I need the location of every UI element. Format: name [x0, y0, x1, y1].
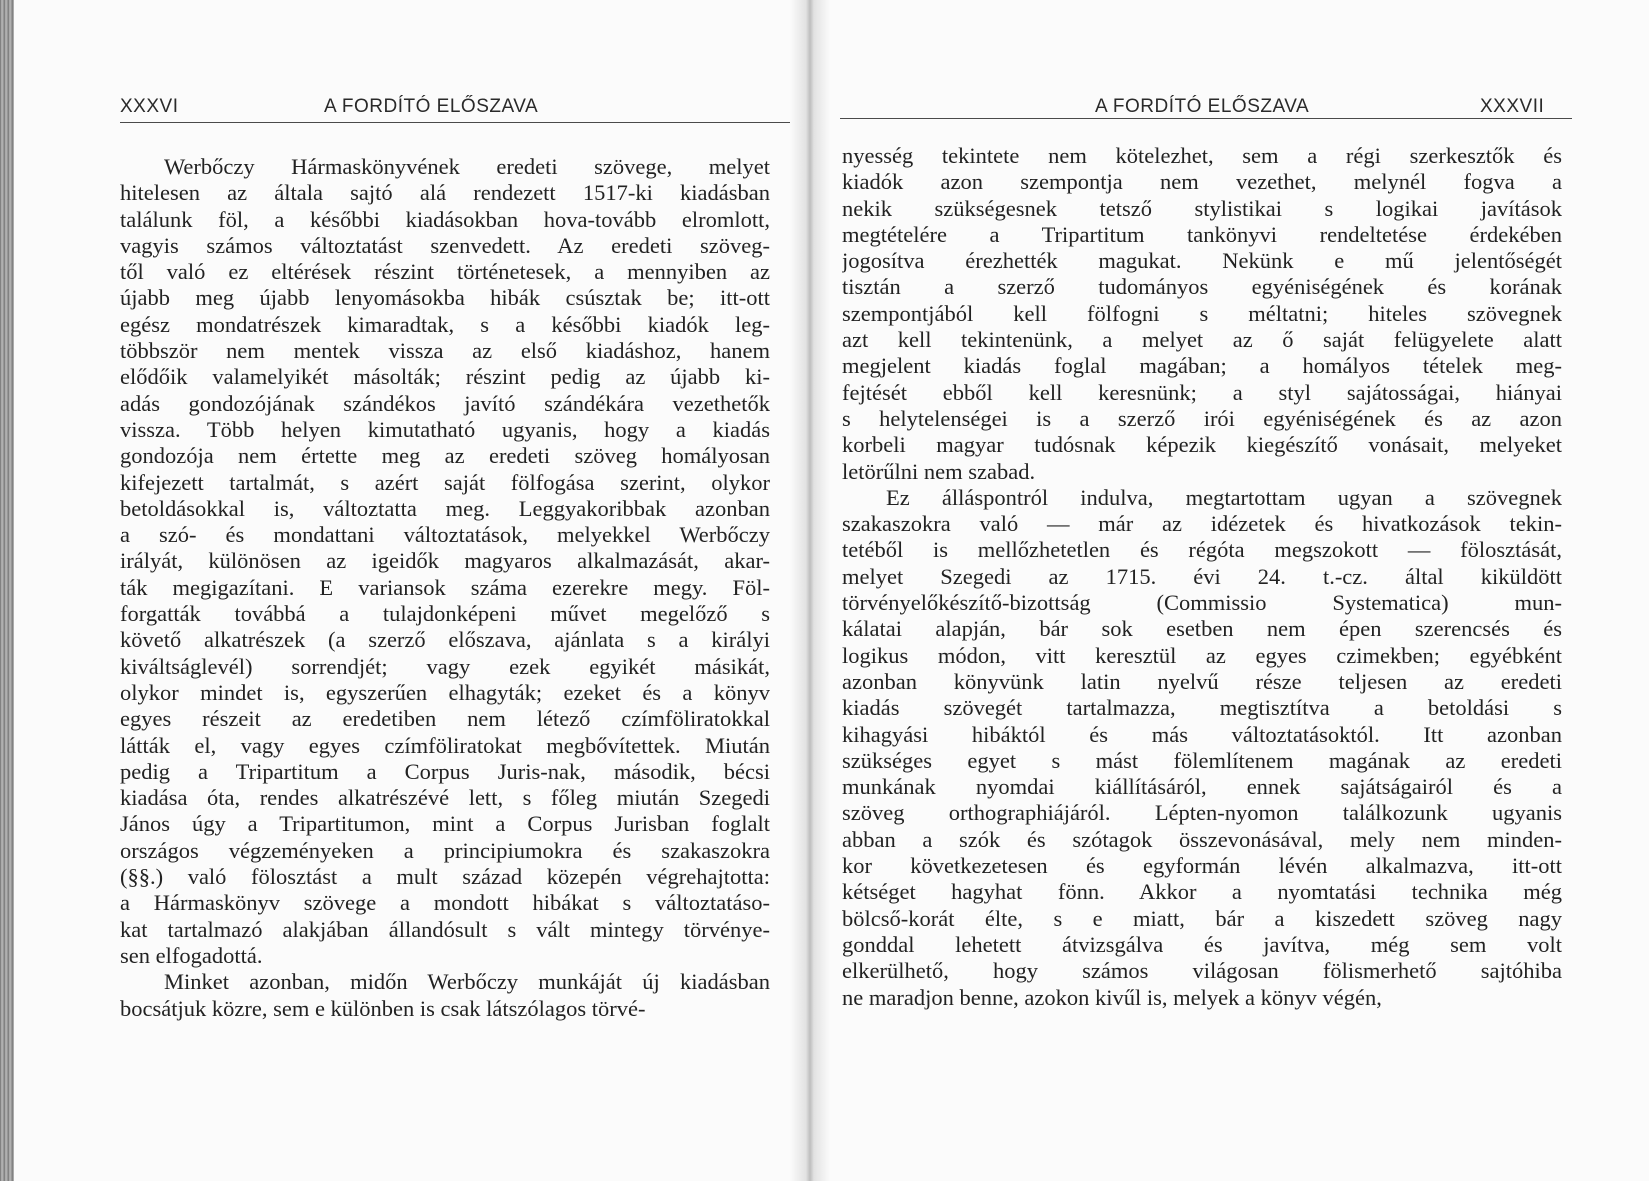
- text-line: a Hármaskönyv szövege a mondott hibákat s változtatáso-: [120, 890, 770, 916]
- text-line: bocsátjuk közre, sem e különben is csak látszólagos törvé-: [120, 995, 646, 1021]
- text-line: látták el, vagy egyes czímföliratokat megbővítettek. Miután: [120, 732, 770, 758]
- text-line: Werbőczy Hármaskönyvének eredeti szövege, melyet: [164, 154, 770, 179]
- body-text: [120, 154, 770, 1022]
- text-line: kiváltságlevél) sorrendjét; vagy ezek egyikét másikát,: [120, 653, 770, 679]
- text-line: pedig a Tripartitum a Corpus Juris-nak, második, bécsi: [120, 758, 770, 784]
- text-line: többször nem mentek vissza az első kiadáshoz, hanem: [120, 338, 770, 364]
- page-number: XXXVI: [120, 96, 179, 117]
- text-line: logikus módon, vitt keresztül az egyes czimekben; egyébként: [842, 642, 1562, 668]
- text-line: megtételére a Tripartitum tankönyvi rendeltetése érdekében: [842, 221, 1562, 247]
- text-line: kat tartalmazó alakjában állandósult s vált mintegy törvénye-: [120, 916, 770, 942]
- text-line: melyet Szegedi az 1715. évi 24. t.-cz. által kiküldött: [842, 563, 1562, 589]
- text-line: szempontjából kell fölfogni s méltatni; hiteles szövegnek: [842, 300, 1562, 326]
- page-number: XXXVII: [1480, 96, 1545, 117]
- text-line: kor következetesen és egyformán lévén alkalmazva, itt-ott: [842, 853, 1562, 879]
- text-line: szöveg orthographiájáról. Lépten-nyomon találkozunk ugyanis: [842, 800, 1562, 826]
- running-title: A FORDÍTÓ ELŐSZAVA: [1095, 96, 1310, 117]
- text-line: nekik szükségesnek tetsző stylistikai s logikai javítások: [842, 195, 1562, 221]
- text-line: tisztán a szerző tudományos egyéniségének és korának: [842, 274, 1562, 300]
- text-line: elkerülhető, hogy számos világosan fölismerhető sajtóhiba: [842, 958, 1562, 984]
- text-line: (§§.) való fölosztást a mult század közepén végrehajtotta:: [120, 864, 770, 890]
- text-line: kifejezett tartalmát, s azért saját fölfogása szerint, olykor: [120, 469, 770, 495]
- text-line: megjelent kiadás foglal magában; a homályos tételek meg-: [842, 353, 1562, 379]
- text-line: elődőik valamelyikét másolták; részint pedig az újabb ki-: [120, 364, 770, 390]
- text-line: újabb meg újabb lenyomásokba hibák csúsztak be; itt-ott: [120, 285, 770, 311]
- text-line: s helytelenségei is a szerző irói egyéniségének és az azon: [842, 405, 1562, 431]
- text-line: letörűlni nem szabad.: [842, 458, 1036, 484]
- text-line: kihagyási hibáktól és más változtatásoktól. Itt azonban: [842, 721, 1562, 747]
- text-line: kétséget hagyhat fönn. Akkor a nyomtatási technika még: [842, 879, 1562, 905]
- text-line: követő alkatrészek (a szerző előszava, ajánlata s a királyi: [120, 627, 770, 653]
- text-line: ták megigazítani. E variansok száma ezerekre megy. Föl-: [120, 574, 770, 600]
- text-line: egyes részeit az eredetiben nem létező czímföliratokkal: [120, 706, 770, 732]
- text-line: korbeli magyar tudósnak képezik kiegészítő vonásait, melyeket: [842, 432, 1562, 458]
- text-line: fejtését ebből kell keresnünk; a styl sajátosságai, hiányai: [842, 379, 1562, 405]
- text-line: irályát, különösen az igeidők magyaros alkalmazását, akar-: [120, 548, 770, 574]
- text-line: szakaszokra való — már az idézetek és hivatkozások tekin-: [842, 511, 1562, 537]
- left-page: [14, 0, 790, 1181]
- text-line: kiadás szövegét tartalmazza, megtisztítva a betoldási s: [842, 695, 1562, 721]
- text-line: nyesség tekintete nem kötelezhet, sem a régi szerkesztők és: [842, 143, 1562, 168]
- text-line: kálatai alapján, bár sok esetben nem épen szerencsés és: [842, 616, 1562, 642]
- text-line: tetéből is mellőzhetetlen és régóta megszokott — fölosztását,: [842, 537, 1562, 563]
- text-line: János úgy a Tripartitumon, mint a Corpus Jurisban foglalt: [120, 811, 770, 837]
- text-line: gonddal lehetett átvizsgálva és javítva, még sem volt: [842, 931, 1562, 957]
- right-page: [830, 0, 1649, 1181]
- text-line: azt kell tekintenünk, a melyet az ő saját felügyelete alatt: [842, 327, 1562, 353]
- text-line: kiadása óta, rendes alkatrészévé lett, s főleg miután Szegedi: [120, 785, 770, 811]
- text-line: gondozója nem értette meg az eredeti szöveg homályosan: [120, 443, 770, 469]
- header-rule: [120, 122, 792, 123]
- text-line: sen elfogadottá.: [120, 942, 263, 968]
- text-line: országos végzeményeken a principiumokra és szakaszokra: [120, 837, 770, 863]
- text-line: adás gondozójának szándékos javító szándékára vezethetők: [120, 390, 770, 416]
- text-line: a szó- és mondattani változtatások, melyekkel Werbőczy: [120, 522, 770, 548]
- text-line: bölcső-korát élte, s e miatt, bár a kiszedett szöveg nagy: [842, 905, 1562, 931]
- text-line: azonban könyvünk latin nyelvű része teljesen az eredeti: [842, 668, 1562, 694]
- text-line: szükséges egyet s mást fölemlítenem magának az eredeti: [842, 747, 1562, 773]
- text-line: abban a szók és szótagok összevonásával, mely nem minden-: [842, 826, 1562, 852]
- text-line: munkának nyomdai kiállításáról, ennek sajátságairól és a: [842, 774, 1562, 800]
- text-line: vagyis számos változtatást szenvedett. Az eredeti szöveg-: [120, 232, 770, 258]
- text-line: vissza. Több helyen kimutatható ugyanis, hogy a kiadás: [120, 416, 770, 442]
- text-line: ne maradjon benne, azokon kivűl is, melyek a könyv végén,: [842, 984, 1382, 1010]
- text-line: kiadók azon szempontja nem vezethet, melynél fogva a: [842, 169, 1562, 195]
- text-line: olykor mindet is, egyszerűen elhagyták; ezeket és a könyv: [120, 679, 770, 705]
- book-gutter: [790, 0, 830, 1181]
- text-line: Minket azonban, midőn Werbőczy munkáját új kiadásban: [164, 969, 770, 995]
- text-line: től való ez eltérések részint történetesek, a mennyiben az: [120, 259, 770, 285]
- text-line: törvényelőkészítő-bizottság (Commissio Systematica) mun-: [842, 590, 1562, 616]
- body-text: [842, 143, 1562, 1011]
- text-line: Ez álláspontról indulva, megtartottam ugyan a szövegnek: [886, 484, 1562, 510]
- page-edge-stack: [0, 0, 14, 1181]
- text-line: betoldásokkal is, változtatta meg. Leggyakoribbak azonban: [120, 495, 770, 521]
- text-line: találunk föl, a későbbi kiadásokban hova-tovább elromlott,: [120, 206, 770, 232]
- text-line: egész mondatrészek kimaradtak, s a későbbi kiadók leg-: [120, 311, 770, 337]
- text-line: hitelesen az általa sajtó alá rendezett 1517-ki kiadásban: [120, 180, 770, 206]
- text-line: jogosítva érezhették magukat. Nekünk e mű jelentőségét: [842, 248, 1562, 274]
- text-line: forgatták továbbá a tulajdonképeni művet megelőző s: [120, 601, 770, 627]
- running-title: A FORDÍTÓ ELŐSZAVA: [324, 96, 539, 117]
- header-rule: [840, 118, 1572, 119]
